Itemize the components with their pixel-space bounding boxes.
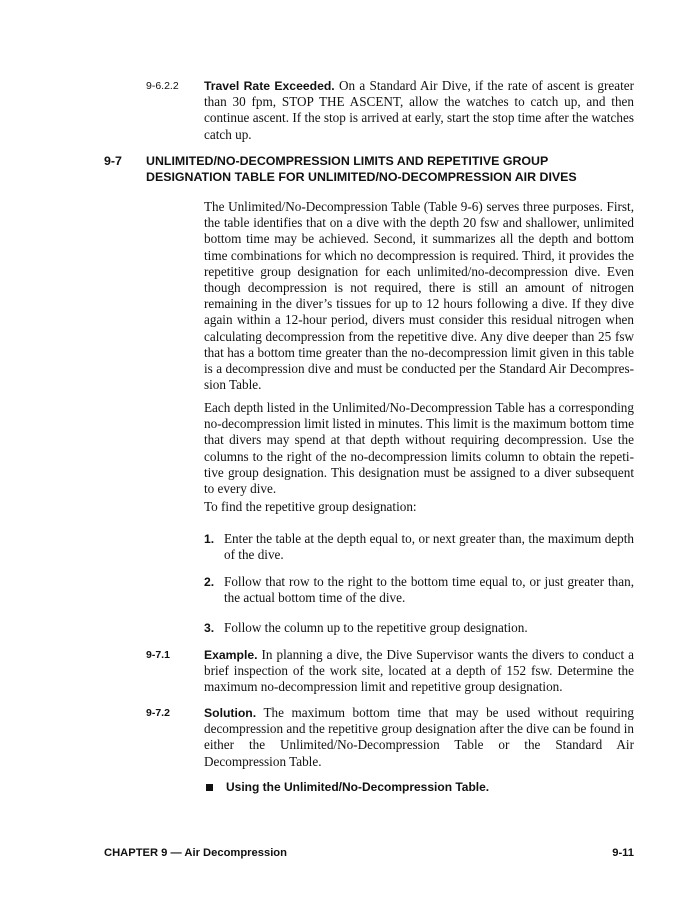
step-text: Follow the column up to the repetitive group designation. xyxy=(224,620,528,635)
section-title-line-2: DESIGNATION TABLE FOR UNLIMITED/NO-DECOMPRESSION AIR DIVES xyxy=(146,170,577,184)
paragraph-number: 9-6.2.2 xyxy=(146,80,179,92)
body-paragraph-1: The Unlimited/No-Decompression Table (Table 9-6) serves three purposes. First, the table identifies that on a dive with the depth 20 fsw and shallower, unlimited bottom time may be achieved. Second, it summarizes all the depth and bottom time combinations for which no decompression is required. Third, it provides the repetitive group designation for each unlimited/no-decompression dive. Even though decompression is not required, there is still an amount of nitrogen remaining in the diver’s tissues for up to 12 hours following a dive. If they dive again within a 12-hour period, divers must consider this residual nitrogen when calculating decompression from the repetitive dive. Any dive deeper than 25 fsw that has a bottom time greater than the no-decompression limit given in this table is a decompression dive and must be conducted per the Standard Air Decompression Table. xyxy=(204,199,634,393)
step-number: 2. xyxy=(204,575,215,589)
section-title xyxy=(146,153,646,185)
footer-chapter: CHAPTER 9 — Air Decompression xyxy=(104,847,287,859)
section-number: 9-7 xyxy=(104,154,122,168)
travel-rate-paragraph xyxy=(204,78,634,143)
paragraph-text: The maximum bottom time that may be used without requiring decompression and the repetitive group designation after the dive can be found in either the Unlimited/No-Decompression Table or the Standard Air Decompression Table. xyxy=(204,705,634,769)
step-number: 1. xyxy=(204,532,215,546)
square-bullet-icon xyxy=(206,784,213,791)
paragraph-lead: Solution. xyxy=(204,706,257,720)
footer-page-number: 9-11 xyxy=(612,847,634,859)
paragraph-lead: Travel Rate Exceeded. xyxy=(204,79,335,93)
example-paragraph xyxy=(204,647,634,696)
bullet-text: Using the Unlimited/No-Decompression Table. xyxy=(226,780,490,794)
section-title-line-1: UNLIMITED/NO-DECOMPRESSION LIMITS AND REPETITIVE GROUP xyxy=(146,154,549,168)
solution-paragraph xyxy=(204,705,634,770)
steps-intro: To find the repetitive group designation: xyxy=(204,499,417,514)
step-number: 3. xyxy=(204,621,215,635)
body-paragraph-2: Each depth listed in the Unlimited/No-Decompression Table has a corresponding no-decompression limit listed in minutes. This limit is the maximum bottom time that divers may spend at that depth without requiring decompression. Use the columns to the right of the no-decompression limits column to obtain the repetitive group designation. This designation must be assigned to a diver subsequent to every dive. xyxy=(204,400,634,497)
paragraph-number: 9-7.2 xyxy=(146,707,170,719)
paragraph-text: On a Standard Air Dive, if the rate of ascent is greater than 30 fpm, STOP THE ASCENT, allow the watches to catch up, and then continue ascent. If the stop is arrived at early, start the stop time after the watches catch up. xyxy=(204,78,635,142)
step-text: Enter the table at the depth equal to, or next greater than, the maximum depth of the dive. xyxy=(224,531,634,563)
paragraph-number: 9-7.1 xyxy=(146,649,170,661)
paragraph-lead: Example. xyxy=(204,648,258,662)
step-text: Follow that row to the right to the bottom time equal to, or just greater than, the actual bottom time of the dive. xyxy=(224,574,634,606)
paragraph-text: In planning a dive, the Dive Supervisor wants the divers to conduct a brief inspection of the work site, located at a depth of 152 fsw. Determine the maximum no-decompression limit and repetitive group designation. xyxy=(204,647,635,695)
